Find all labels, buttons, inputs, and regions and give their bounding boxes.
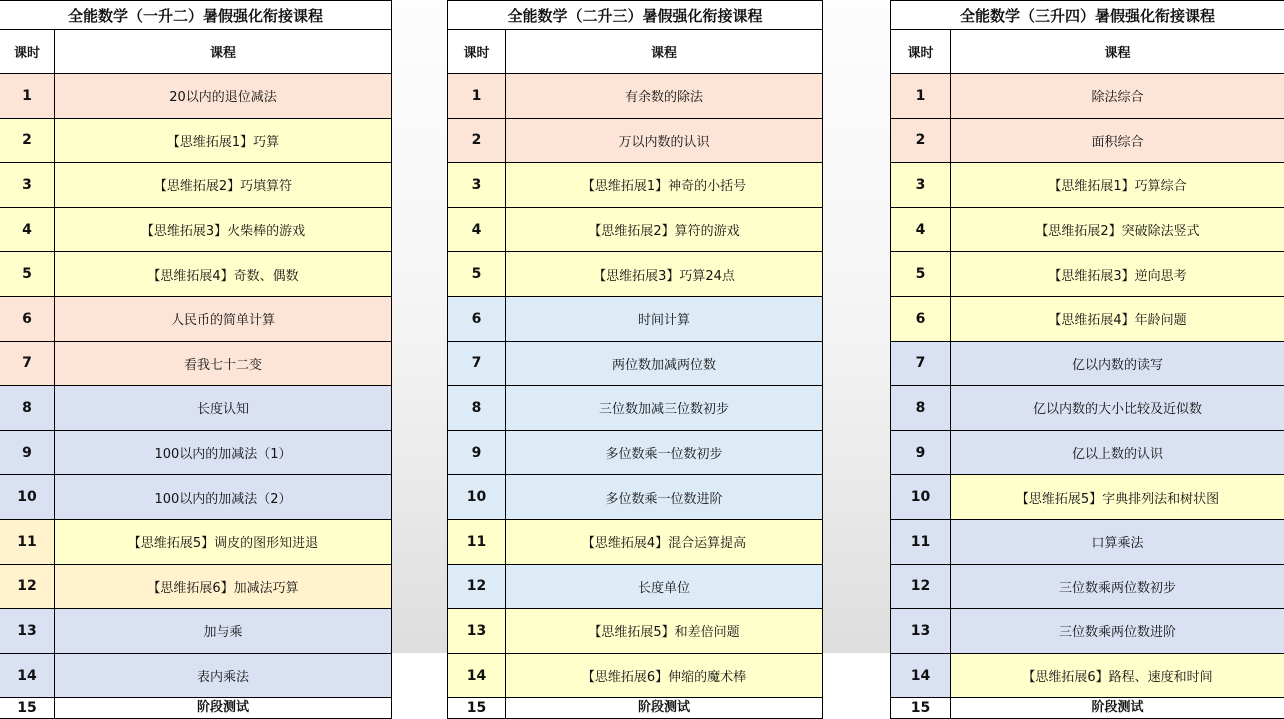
lesson-number: 14 [0,653,55,698]
course-name: 【思维拓展2】突破除法竖式 [951,207,1284,252]
lesson-number: 11 [448,519,506,564]
course-name: 【思维拓展5】和差倍问题 [506,609,823,654]
table-row [891,609,1284,654]
table-row [891,341,1284,386]
course-name: 【思维拓展3】逆向思考 [951,252,1284,297]
table-row [891,519,1284,564]
table-row [448,252,823,297]
table-row [891,163,1284,208]
lesson-number: 12 [0,564,55,609]
table-body [0,74,392,698]
table-row [0,163,392,208]
table-row-final [0,698,392,719]
lesson-number: 7 [891,341,951,386]
course-name: 【思维拓展5】字典排列法和树状图 [951,475,1284,520]
table-row [448,207,823,252]
gap-background-2 [822,0,890,653]
course-name: 时间计算 [506,296,823,341]
header-lesson: 课时 [891,30,951,74]
course-name: 除法综合 [951,74,1284,119]
table-row [891,430,1284,475]
course-name: 【思维拓展1】巧算综合 [951,163,1284,208]
table-row [0,653,392,698]
lesson-number: 10 [0,475,55,520]
lesson-number: 5 [448,252,506,297]
table-row-final [448,698,823,719]
course-name: 多位数乘一位数初步 [506,430,823,475]
table-row [448,609,823,654]
course-name: 面积综合 [951,118,1284,163]
lesson-number: 2 [448,118,506,163]
lesson-number: 9 [0,430,55,475]
lesson-number: 4 [891,207,951,252]
table-row [0,207,392,252]
lesson-number: 1 [0,74,55,119]
lesson-number: 1 [448,74,506,119]
table-row [448,475,823,520]
course-name: 【思维拓展6】加减法巧算 [55,564,392,609]
lesson-number: 13 [891,609,951,654]
course-name: 【思维拓展3】火柴棒的游戏 [55,207,392,252]
course-name: 多位数乘一位数进阶 [506,475,823,520]
table-row [448,430,823,475]
course-name: 阶段测试 [55,698,392,719]
table-row [891,296,1284,341]
course-name: 阶段测试 [951,698,1284,719]
lesson-number: 7 [0,341,55,386]
header-lesson: 课时 [0,30,55,74]
course-name: 表内乘法 [55,653,392,698]
header-course: 课程 [55,30,392,74]
table-title: 全能数学（二升三）暑假强化衔接课程 [448,1,823,30]
lesson-number: 14 [448,653,506,698]
course-name: 长度认知 [55,386,392,431]
table-row [0,519,392,564]
table-row [891,252,1284,297]
course-name: 看我七十二变 [55,341,392,386]
lesson-number: 7 [448,341,506,386]
table-row [891,74,1284,119]
lesson-number: 8 [448,386,506,431]
header-course: 课程 [951,30,1284,74]
course-name: 口算乘法 [951,519,1284,564]
table-row [891,475,1284,520]
lesson-number: 6 [448,296,506,341]
course-name: 阶段测试 [506,698,823,719]
lesson-number: 13 [0,609,55,654]
lesson-number: 4 [0,207,55,252]
course-name: 【思维拓展5】调皮的图形知进退 [55,519,392,564]
lesson-number: 11 [0,519,55,564]
lesson-number: 5 [891,252,951,297]
lesson-number: 1 [891,74,951,119]
course-name: 三位数加减三位数初步 [506,386,823,431]
table-body [448,74,823,698]
table-title: 全能数学（一升二）暑假强化衔接课程 [0,1,392,30]
table-row [891,118,1284,163]
table-title: 全能数学（三升四）暑假强化衔接课程 [891,1,1284,30]
lesson-number: 14 [891,653,951,698]
table-row [0,430,392,475]
lesson-number: 2 [891,118,951,163]
table-row [0,252,392,297]
table-row [448,163,823,208]
course-name: 亿以内数的读写 [951,341,1284,386]
lesson-number: 8 [891,386,951,431]
table-row [0,74,392,119]
course-name: 【思维拓展4】混合运算提高 [506,519,823,564]
header-lesson: 课时 [448,30,506,74]
gap-background-1 [391,0,447,653]
lesson-number: 15 [0,698,55,719]
table-row [448,653,823,698]
table-row [0,475,392,520]
lesson-number: 11 [891,519,951,564]
course-name: 【思维拓展2】算符的游戏 [506,207,823,252]
table-row [448,386,823,431]
lesson-number: 12 [448,564,506,609]
table-body [891,74,1284,698]
course-name: 100以内的加减法（1） [55,430,392,475]
course-name: 20以内的退位减法 [55,74,392,119]
course-table-grade2-to-3 [447,0,823,719]
course-name: 【思维拓展6】伸缩的魔术棒 [506,653,823,698]
table-row [448,296,823,341]
course-name: 【思维拓展1】巧算 [55,118,392,163]
course-name: 【思维拓展4】年龄问题 [951,296,1284,341]
table-row [891,207,1284,252]
table-row [448,519,823,564]
lesson-number: 13 [448,609,506,654]
lesson-number: 9 [891,430,951,475]
table-row [0,296,392,341]
course-name: 人民币的简单计算 [55,296,392,341]
course-table-grade3-to-4 [890,0,1284,719]
lesson-number: 6 [0,296,55,341]
table-row [448,118,823,163]
lesson-number: 2 [0,118,55,163]
lesson-number: 6 [891,296,951,341]
course-name: 两位数加减两位数 [506,341,823,386]
lesson-number: 3 [448,163,506,208]
course-name: 万以内数的认识 [506,118,823,163]
table-row [0,386,392,431]
table-row [0,341,392,386]
lesson-number: 15 [891,698,951,719]
header-course: 课程 [506,30,823,74]
table-row [448,564,823,609]
course-name: 有余数的除法 [506,74,823,119]
course-name: 100以内的加减法（2） [55,475,392,520]
lesson-number: 4 [448,207,506,252]
table-row [891,564,1284,609]
table-row-final [891,698,1284,719]
lesson-number: 8 [0,386,55,431]
lesson-number: 15 [448,698,506,719]
lesson-number: 3 [891,163,951,208]
table-row [891,386,1284,431]
course-name: 【思维拓展6】路程、速度和时间 [951,653,1284,698]
course-table-grade1-to-2 [0,0,392,719]
table-row [0,609,392,654]
table-row [0,118,392,163]
lesson-number: 12 [891,564,951,609]
course-name: 亿以上数的认识 [951,430,1284,475]
table-row [448,74,823,119]
table-row [891,653,1284,698]
course-name: 【思维拓展4】奇数、偶数 [55,252,392,297]
lesson-number: 10 [448,475,506,520]
course-name: 【思维拓展2】巧填算符 [55,163,392,208]
course-name: 【思维拓展3】巧算24点 [506,252,823,297]
course-name: 加与乘 [55,609,392,654]
course-name: 【思维拓展1】神奇的小括号 [506,163,823,208]
table-row [0,564,392,609]
lesson-number: 5 [0,252,55,297]
course-name: 长度单位 [506,564,823,609]
course-name: 三位数乘两位数初步 [951,564,1284,609]
lesson-number: 3 [0,163,55,208]
course-name: 亿以内数的大小比较及近似数 [951,386,1284,431]
lesson-number: 9 [448,430,506,475]
lesson-number: 10 [891,475,951,520]
course-name: 三位数乘两位数进阶 [951,609,1284,654]
table-row [448,341,823,386]
